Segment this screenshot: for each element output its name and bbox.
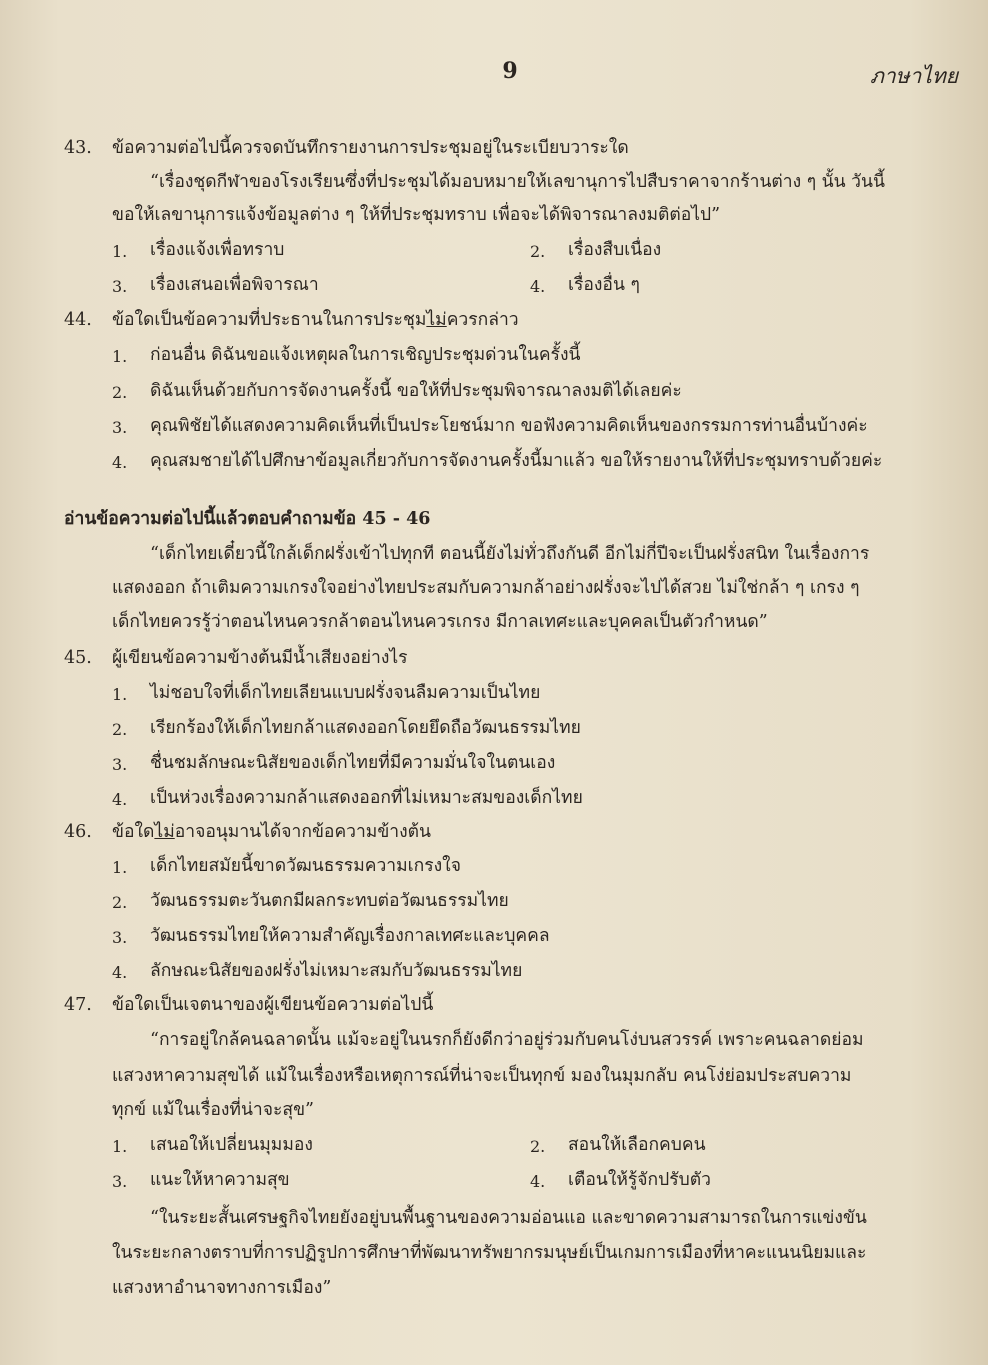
question-46-number: 46.	[64, 822, 92, 842]
option-number: 4.	[112, 453, 128, 472]
question-43-text: ข้อความต่อไปนี้ควรจดบันทึกรายงานการประชุมอยู่ในระเบียบวาระใด	[112, 138, 629, 158]
question-46-text: ข้อใดไม่อาจอนุมานได้จากข้อความข้างต้น	[112, 822, 431, 842]
option-number: 1.	[112, 1137, 128, 1156]
option-number: 3.	[112, 418, 128, 437]
page-number: 9	[502, 58, 518, 84]
question-45-number: 45.	[64, 648, 92, 668]
question-47-passage-line: ทุกข์ แม้ในเรื่องที่น่าจะสุข”	[112, 1100, 314, 1120]
trailing-passage-line: ในระยะกลางตราบที่การปฏิรูปการศึกษาที่พัฒนาทรัพยากรมนุษย์เป็นเกมการเมืองที่หาคะแนนนิยมและ	[112, 1243, 867, 1263]
option-text: เรียกร้องให้เด็กไทยกล้าแสดงออกโดยยึดถือวัฒนธรรมไทย	[150, 718, 581, 738]
question-47-text: ข้อใดเป็นเจตนาของผู้เขียนข้อความต่อไปนี้	[112, 995, 434, 1015]
question-43-passage-line: “เรื่องชุดกีฬาของโรงเรียนซึ่งที่ประชุมได้มอบหมายให้เลขานุการไปสืบราคาจากร้านต่าง ๆ นั้น วันนี้	[150, 172, 885, 192]
option-text: คุณพิชัยได้แสดงความคิดเห็นที่เป็นประโยชน์มาก ขอฟังความคิดเห็นของกรรมการท่านอื่นบ้างค่ะ	[150, 416, 868, 436]
option-number: 2.	[112, 720, 128, 739]
option-text: เรื่องแจ้งเพื่อทราบ	[150, 240, 285, 260]
option-text: เรื่องอื่น ๆ	[568, 275, 640, 295]
option-text: วัฒนธรรมไทยให้ความสำคัญเรื่องกาลเทศะและบุคคล	[150, 926, 550, 946]
option-text: เด็กไทยสมัยนี้ขาดวัฒนธรรมความเกรงใจ	[150, 856, 461, 876]
subject-title: ภาษาไทย	[870, 64, 958, 88]
option-number: 3.	[112, 1172, 128, 1191]
question-47-number: 47.	[64, 995, 92, 1015]
option-number: 1.	[112, 242, 128, 261]
question-47-passage-line: แสวงหาความสุขได้ แม้ในเรื่องหรือเหตุการณ์ที่น่าจะเป็นทุกข์ มองในมุมกลับ คนโง่ย่อมประสบความ	[112, 1066, 852, 1086]
section-heading: อ่านข้อความต่อไปนี้แล้วตอบคำถามข้อ 45 - 46	[64, 509, 431, 529]
option-number: 4.	[530, 1172, 546, 1191]
trailing-passage-line: “ในระยะสั้นเศรษฐกิจไทยยังอยู่บนพื้นฐานของความอ่อนแอ และขาดความสามารถในการแข่งขัน	[150, 1208, 867, 1228]
option-number: 2.	[112, 383, 128, 402]
section-passage-line: เด็กไทยควรรู้ว่าตอนไหนควรกล้าตอนไหนควรเกรง มีกาลเทศะและบุคคลเป็นตัวกำหนด”	[112, 612, 768, 632]
option-text: ดิฉันเห็นด้วยกับการจัดงานครั้งนี้ ขอให้ที่ประชุมพิจารณาลงมติได้เลยค่ะ	[150, 381, 682, 401]
section-passage-line: “เด็กไทยเดี๋ยวนี้ใกล้เด็กฝรั่งเข้าไปทุกที ตอนนี้ยังไม่ทั่วถึงกันดี อีกไม่กี่ปีจะเป็นฝรั่งสนิท ในเรื่องการ	[150, 544, 870, 564]
option-number: 2.	[112, 893, 128, 912]
option-number: 1.	[112, 347, 128, 366]
option-text: วัฒนธรรมตะวันตกมีผลกระทบต่อวัฒนธรรมไทย	[150, 891, 509, 911]
option-number: 4.	[530, 277, 546, 296]
question-45-text: ผู้เขียนข้อความข้างต้นมีน้ำเสียงอย่างไร	[112, 648, 408, 668]
question-43-number: 43.	[64, 138, 92, 158]
option-text: ไม่ชอบใจที่เด็กไทยเลียนแบบฝรั่งจนลืมความเป็นไทย	[150, 683, 541, 703]
question-47-passage-line: “การอยู่ใกล้คนฉลาดนั้น แม้จะอยู่ในนรกก็ยังดีกว่าอยู่ร่วมกับคนโง่บนสวรรค์ เพราะคนฉลาดย่อม	[150, 1030, 864, 1050]
option-text: แนะให้หาความสุข	[150, 1170, 290, 1190]
option-number: 3.	[112, 277, 128, 296]
option-number: 1.	[112, 685, 128, 704]
option-number: 1.	[112, 858, 128, 877]
option-text: เป็นห่วงเรื่องความกล้าแสดงออกที่ไม่เหมาะสมของเด็กไทย	[150, 788, 583, 808]
option-text: เรื่องสืบเนื่อง	[568, 240, 662, 260]
option-number: 3.	[112, 928, 128, 947]
option-number: 4.	[112, 963, 128, 982]
option-number: 3.	[112, 755, 128, 774]
option-text: ก่อนอื่น ดิฉันขอแจ้งเหตุผลในการเชิญประชุมด่วนในครั้งนี้	[150, 345, 581, 365]
option-text: เตือนให้รู้จักปรับตัว	[568, 1170, 711, 1190]
option-text: สอนให้เลือกคบคน	[568, 1135, 706, 1155]
option-text: ชื่นชมลักษณะนิสัยของเด็กไทยที่มีความมั่นใจในตนเอง	[150, 753, 556, 773]
option-text: เสนอให้เปลี่ยนมุมมอง	[150, 1135, 313, 1155]
question-44-number: 44.	[64, 310, 92, 330]
option-number: 2.	[530, 1137, 546, 1156]
option-text: คุณสมชายได้ไปศึกษาข้อมูลเกี่ยวกับการจัดงานครั้งนี้มาแล้ว ขอให้รายงานให้ที่ประชุมทราบด้วยค่ะ	[150, 451, 883, 471]
option-number: 4.	[112, 790, 128, 809]
option-number: 2.	[530, 242, 546, 261]
section-passage-line: แสดงออก ถ้าเติมความเกรงใจอย่างไทยประสมกับความกล้าอย่างฝรั่งจะไปได้สวย ไม่ใช่กล้า ๆ เกรง ๆ	[112, 578, 860, 598]
question-44-text: ข้อใดเป็นข้อความที่ประธานในการประชุมไม่ควรกล่าว	[112, 310, 519, 330]
trailing-passage-line: แสวงหาอำนาจทางการเมือง”	[112, 1278, 332, 1298]
option-text: เรื่องเสนอเพื่อพิจารณา	[150, 275, 319, 295]
question-43-passage-line: ขอให้เลขานุการแจ้งข้อมูลต่าง ๆ ให้ที่ประชุมทราบ เพื่อจะได้พิจารณาลงมติต่อไป”	[112, 205, 721, 225]
option-text: ลักษณะนิสัยของฝรั่งไม่เหมาะสมกับวัฒนธรรมไทย	[150, 961, 523, 981]
